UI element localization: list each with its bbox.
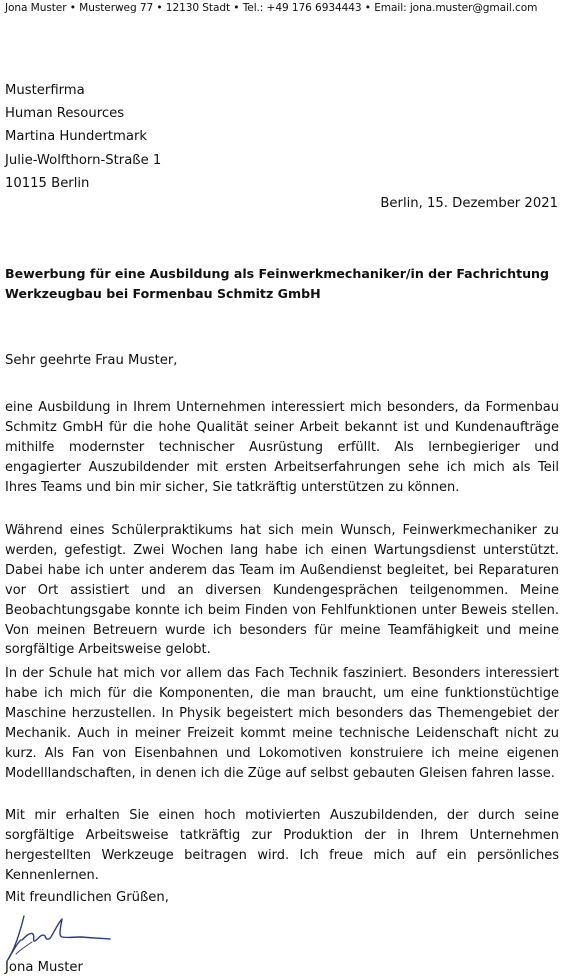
sender-name: Jona Muster bbox=[5, 960, 83, 975]
recipient-company: Musterfirma bbox=[5, 83, 85, 98]
body-paragraph-3: In der Schule hat mich vor allem das Fach Technik fasziniert. Besonders interessiert habe ich mich für die Komponenten, die man braucht, um eine funktionstüchtige Maschine herzustellen. In Physik begeistert mich besonders das Themengebiet der Mechanik. Auch in meiner Freizeit kommt meine technische Leidenschaft nicht zu kurz. Als Fan von Eisenbahnen und Lokomotiven konstruiere ich meine eigenen Modelllandschaften, in denen ich die Züge auf selbst gebauten Gleisen fahren lasse. bbox=[5, 666, 559, 781]
recipient-city: 10115 Berlin bbox=[5, 175, 90, 191]
recipient-person: Martina Hundertmark bbox=[5, 129, 148, 145]
body-paragraph-4: Mit mir erhalten Sie einen hoch motivierten Auszubildenden, der durch seine sorgfältige Arbeitsweise tatkräftig zur Produktion der in Ihrem Unternehmen hergestellten Werkzeuge beitragen wird. Ich freue mich auf ein persönliches Kennenlernen. bbox=[5, 808, 559, 883]
recipient-address-block bbox=[5, 79, 161, 195]
sender-contact-line: Jona Muster • Musterweg 77 • 12130 Stadt • Tel.: +49 176 6934443 • Email: jona.muster@gmail.com bbox=[5, 2, 538, 14]
subject-line: Bewerbung für eine Ausbildung als Feinwerkmechaniker/in der Fachrichtung Werkzeugbau bei Formenbau Schmitz GmbH bbox=[5, 266, 550, 301]
closing-phrase: Mit freundlichen Grüßen, bbox=[5, 890, 169, 905]
body-paragraph-2: Während eines Schülerpraktikums hat sich mein Wunsch, Feinwerkmechaniker zu werden, gefestigt. Zwei Wochen lang habe ich einen Wartungsdienst unterstützt. Dabei habe ich unter anderem das Team im Außendienst begleitet, bei Reparaturen vor Ort assistiert und an diversen Kundengesprächen teilgenommen. Meine Beobachtungsgabe konnte ich beim Finden von Fehlfunktionen unter Beweis stellen. Von meinen Betreuern wurde ich besonders für meine Teamfähigkeit und meine sorgfältige Arbeitsweise gelobt. bbox=[5, 523, 559, 658]
body-paragraph-1: eine Ausbildung in Ihrem Unternehmen interessiert mich besonders, da Formenbau Schmitz GmbH für die hohe Qualität seiner Arbeit bekannt ist und Kundenaufträge mithilfe modernster technischer Ausrüstung erfüllt. Als lernbegieriger und engagierter Auszubildender mit ersten Arbeitserfahrungen sehe ich mich als Teil Ihres Teams und bin mir sicher, Sie tatkräftig unterstützen zu können. bbox=[5, 400, 559, 495]
recipient-department: Human Resources bbox=[5, 106, 125, 122]
salutation: Sehr geehrte Frau Muster, bbox=[5, 353, 178, 368]
letter-date: Berlin, 15. Dezember 2021 bbox=[380, 196, 558, 211]
recipient-street: Julie-Wolfthorn-Straße 1 bbox=[5, 152, 162, 168]
